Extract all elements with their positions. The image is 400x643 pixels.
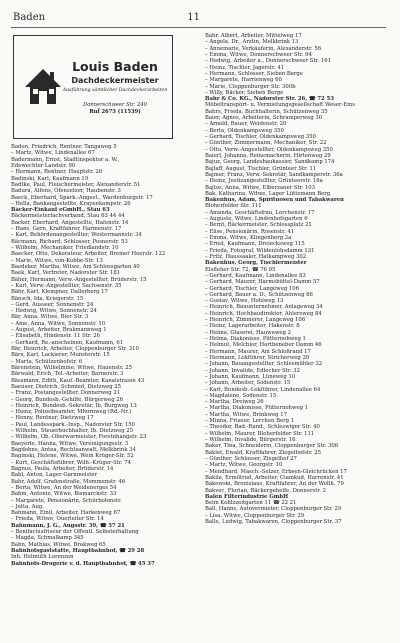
directory-entry: Bärenstein, Wilhelmine, Witwe, Hauenstr. 25	[11, 364, 133, 371]
directory-entry: Bajuz, Georg, Landesbaukassier, Sandkamp 174	[205, 159, 335, 166]
directory-entry: – Fritz, Haussaaler, Hatkampweg 302	[205, 253, 307, 260]
directory-entry: – Magdalene, Sodenstr. 15	[205, 392, 277, 399]
directory-entry: Bajtos, Anna, Witwe, Elberzaner Str. 103	[205, 184, 315, 191]
directory-entry: – Berta, Oldenkampsweg 350	[205, 127, 284, 134]
directory-entry: Bajlaff, August, Tischler, Grünteer Str. 11	[205, 165, 317, 172]
directory-entry: – Helma, Glaserei, Hauweweg 2	[205, 329, 291, 336]
directory-entry: Bakowski, Bronislaus, Kraftfahrer, An der Wollh. 79	[205, 481, 344, 488]
directory-entry: Bahrs, Frieda, Buchhalterin, Schützenweg 35	[205, 108, 328, 115]
directory-entry: Bär, Anna, Witwe, Bier Str. 3	[11, 314, 89, 321]
directory-entry: – Arnold, Bauer, Weidenstr. 20	[205, 121, 287, 128]
directory-entry: Baek, Karl, Vertreter, Nadorster Str. 181	[11, 270, 121, 277]
directory-entry: – Frieda, Fotograf, Wildenlohsdamm 131	[205, 247, 315, 254]
directory-entry: – Martz, Witwe, Lindenallee 67	[11, 150, 95, 157]
directory-entry: Bahr, Albert, Arbeiter, Mittelweg 17	[205, 33, 302, 39]
directory-entry: Badermann, Ernst, Stadtinspektor a. W.,	[11, 156, 120, 163]
directory-entry: – Margarete, Pensionärin, Schürbohmstr.	[11, 497, 122, 504]
directory-entry: – Gerhard, Re.-anscheinen, Kaufmann, 61	[11, 339, 124, 346]
directory-entry: Bloherfelder Str. 111	[205, 203, 262, 210]
directory-entry: Bahr & Co. KG., Nadorster Str. 26, ☎ 72 53	[205, 96, 334, 103]
directory-entry: Bahnhofsgaststätte, Hauptbahnhof, ☎ 29 28	[11, 548, 145, 554]
directory-entry: Bahr, Adolf, Grafenstraße, Mommenstr. 46	[11, 478, 126, 485]
directory-entry: Bärwald, Erich, Tel.-Arbeiter, Barnerstr. 3	[11, 371, 124, 378]
directory-entry: Bäher, Hermann, Verw.-Angestellter, Brüderstr. 15	[11, 276, 147, 283]
directory-entry: – Heinz, Lagerarbeiter, Hakenstr. 8	[205, 323, 300, 330]
directory-entry: – Mendhard, Masch.-Setzer, Erbsen-Gleichrücken 17	[205, 468, 347, 475]
directory-entry: Badura, Alfons, Ofensetzer, Haubenstr. 3	[11, 188, 121, 195]
directory-entry: – Hermann, Rentner, Hauptstr. 26	[11, 169, 103, 176]
directory-entry: Baierl, Johanna, Reinemacherin, Hirtenweg 29	[205, 152, 331, 159]
directory-entry: Baden, Friedrich, Rentner, Tangaweg 5	[11, 144, 117, 150]
directory-entry: – Frieda, Witwe, Ouerleiter Str. 14	[11, 516, 104, 523]
directory-entry: – Heinz, Tischler, Jagerstr. 41	[205, 64, 285, 71]
directory-entry: Bahn, Mathias, Witwe, Brakweg 65	[11, 541, 106, 548]
directory-entry: Backer, Eberhard, Angestellte, Hafenstr. 14	[11, 219, 129, 226]
directory-entry: – Gerhard, Kaufmann, Lindenallee 83	[205, 272, 306, 279]
directory-entry: Inh. Helmuth Lorenzen	[11, 554, 74, 561]
directory-entry: Baeyerle, Hanna, Witwe, Vereinigungsstr. 3	[11, 440, 129, 447]
directory-entry: Balle, Ludwig, Tabakwaren, Cloppenburger Str. 37	[205, 519, 342, 526]
directory-entry: Bahl, Anton, Lager-Garnmeister	[11, 472, 98, 479]
directory-entry: – Hedwig, Arbeiter a., Donnerschweer Str. 161	[205, 58, 331, 65]
directory-entry: Baedeker, Martha, Witwe, Am Schlossgarten 40	[11, 263, 140, 270]
directory-entry: – Günther, Schlosser, Ziegelhof 27	[205, 455, 297, 462]
directory-entry: – Marie, Cloppenburger Str. 300b	[205, 83, 296, 90]
directory-entry: – Heinz, Polizeibeamter, Mhornweg (Rd.-Nr.)	[11, 409, 132, 416]
directory-entry: – Johann, Bauangestellter, Schlesmühler 32	[205, 361, 323, 368]
directory-entry: Bäcmann, Richard, Schlosser, Posnerstr. 53	[11, 238, 128, 245]
directory-entry: – Emma, Witwe, Klingenberg 2a	[205, 235, 292, 241]
directory-entry: – Hermann, Schlosser, Sieben Berge	[205, 70, 303, 77]
directory-entry: Baeuser, Dietrich, Schmied, Dietzweg 25	[11, 383, 122, 390]
directory-entry: Balen Filterindustrie GmbH	[205, 493, 289, 500]
directory-entry: – Willy, Bäcker, Sieben Berge	[205, 89, 284, 96]
directory-entry: – Amanda, Geschäftsfrau, Lerchenstr. 17	[205, 209, 315, 216]
directory-entry: Badinski, Karl, Kaufmann 19	[11, 175, 89, 182]
directory-entry: Bakenhus, Adam, Spirituosen und Tabakwaren	[205, 197, 344, 204]
directory-entry: – Bernt, Bäckermeister, Schlossplatz 21	[205, 222, 312, 229]
directory-entry: – Gerd, Ausseer, Sonnenstr. 24	[11, 301, 94, 308]
directory-entry: – Wilhelm, Mechaniker, Friedlandstr. 10	[11, 245, 119, 251]
directory-entry: Elsfleher Str. 72, ☎ 76 95	[205, 266, 276, 273]
directory-entry: Baecker, Otto, Dekorateur, Arbeiter, Bremer Heerstr. 122	[11, 251, 166, 258]
ad-services: Ausführung sämtlicher Dachdeckerarbeiten	[62, 87, 168, 93]
directory-entry: – Martha, Witwe, Brinkweg 17	[205, 411, 287, 418]
directory-entry: – Gustav, Witwe, Hohlweg 13	[205, 298, 284, 305]
directory-entry: – Karl, Behördenangestellter, Westermannstr. 34	[11, 232, 142, 239]
directory-entry: – Berta, Witwe, An der Weidenerges 54	[11, 484, 117, 491]
directory-entry: – Minna, Friseur, Lerchen Berg 1	[205, 418, 295, 425]
directory-entry: – Kurt, Geschäftsführer, Wilh.-Krüger-Str. 74	[11, 459, 131, 466]
directory-entry: Baeck, Eberhard, Spark.-Angest., Wardenburgstr. 17	[11, 194, 153, 201]
directory-entry: – Gerhard, Maurer, Harmsbüttel-Damm 57	[205, 279, 320, 286]
right-entries	[205, 33, 393, 525]
directory-entry: – Bonifaciusfriseur der Offentl. Selbsterhaltung	[11, 529, 139, 536]
directory-entry: – Helma, Diakonisse, Pütternohweg 1	[205, 336, 306, 342]
directory-entry: Bakila, Ermiltrud, Arbeiter, Ciamkud, Harrenstr. 41	[205, 474, 344, 481]
directory-entry: – Jutta, Aug.	[11, 503, 44, 510]
directory-entry: – Henny, Rentner, Dietzweg 17	[11, 415, 94, 422]
directory-entry: Bähr, Karl, Klempner, Dallerberg 17	[11, 289, 108, 296]
directory-entry: – Franz, Postangestellter, Donnerweg 21	[11, 390, 121, 397]
page-number: 11	[187, 11, 200, 23]
directory-entry: – Johann, Arbeiter, Sodenstr. 15	[205, 380, 291, 387]
directory-entry: – Helmut, Melchior, Hartbeneber Damm 46	[205, 342, 322, 349]
directory-entry: Möbeltransport- u. Vermietungsgesellschaft Weser-Ems	[205, 102, 355, 109]
directory-entry: – Gerhard, Bauer a. D., Schützenweg 86	[205, 291, 313, 298]
directory-entry: Ball, Hanns, Autovermieter, Cloppenburger Str. 29	[205, 506, 342, 513]
directory-entry: – Ernst, Kaufmann, Dreiecksweg 115	[205, 241, 305, 248]
directory-entry: Bäckermeisterfachverband, Stau 63 44 44	[11, 213, 125, 220]
directory-entry: Edewechter Landstr. 90	[11, 162, 76, 169]
directory-entry: – Wilhelm, Invalide, Bürgerstr. 16	[205, 437, 296, 443]
directory-entry: – Wilhelm, Steuerbuchhalter, Ib. Dietzweg 25	[11, 428, 134, 435]
directory-entry: Badtke, Paul, Fleischermeister, Alexanderstr. 51	[11, 181, 141, 188]
directory-entry: Bänsch, Ida, Kriegerstr. 15	[11, 295, 84, 302]
directory-entry: Bakvec, Florian, Bäckergehelfe, Donnerstr. 2	[205, 487, 327, 494]
directory-entry: – Marta, Schützenhofstr. 6	[11, 358, 83, 365]
directory-entry: Bässmann, Edith, Kauf.-Beamter, Kanalstrasse 43	[11, 377, 145, 384]
directory-entry: – Johann, Kaufmann, Lüneweg 10	[205, 373, 296, 380]
directory-entry: – Wilhelm, Maurer, Bloherfelder Str. 111	[205, 430, 315, 437]
ad-address: Donnerschweer Str. 240	[83, 101, 147, 108]
directory-entry: – Margarete, Harrienweg 60	[205, 77, 282, 84]
directory-entry: – Heinrich, Zimmerer, Langeweg 106	[205, 317, 306, 324]
directory-entry: – Hella, Bankangestellte, Krayenkampstr. 26	[11, 200, 131, 207]
left-column	[11, 33, 199, 637]
directory-entry: – August, Arbeiter, Brakmannweg 1	[11, 327, 107, 334]
directory-entry: Bahnmann, J. G., Augsstr. 39, ☎ 57 21	[11, 522, 125, 529]
directory-entry: – Karl, Bundesb.-Lokführer, Lindenallee 64	[205, 386, 321, 393]
directory-entry: – Gerhard, Tischler, Oldenkampsweg 350	[205, 134, 316, 140]
directory-entry: Bahnhofs-Drogerie v. d. Hauptbahnhof, ☎ 45 37	[11, 560, 155, 567]
directory-entry: – Martha, Diakonisse, Pütternohweg 1	[205, 405, 309, 412]
running-head: Baden	[13, 11, 46, 23]
directory-entry: Beim Kohlzzeitgarten 11 ☎ 22 21	[205, 500, 297, 507]
directory-entry: Bahm, Antonie, Witwe, Bismarckstr. 33	[11, 491, 117, 498]
directory-entry: – Gerhard, Tischler, Langeweg 106	[205, 285, 300, 292]
directory-entry: Baklet, Ewald, Kraftfahrer, Ziegelhofstr. 25	[205, 449, 322, 456]
directory-entry: Bärs, Karl, Lackierer, Munsterstr. 15	[11, 352, 110, 359]
directory-entry: – Angela, Dr., Ärztin, Melkbrink 13	[205, 39, 299, 46]
directory-entry: Bakenhus, Georg, Tischlermeister	[205, 260, 307, 267]
directory-entry: – Günther, Zimmermann, Mechaniker, Str. 22	[205, 140, 327, 147]
directory-entry: – Georg, Bundesb.-Gehilfe, Bürgerweg 26	[11, 396, 124, 403]
directory-entry: – Emma, Witwe, Donnerschweer Str. 94	[205, 51, 312, 58]
directory-entry: – Martz, Witwe, Georgstr. 10	[205, 462, 283, 469]
directory-entry: Baginski, Helene, Witwe, Wein Krüger-Str. 52	[11, 453, 134, 460]
directory-entry: – Magda, Schmalkamp 345	[11, 535, 84, 542]
directory-entry: – Karl, Verw.-Angestellter, Sachsenstr. 35	[11, 282, 122, 289]
directory-entry: Bajmer, Franz, Verw.-Sekretär, Sandkamperstr. 36a	[205, 171, 343, 178]
directory-entry: – Heinrich, Hochbaudirektor, Ahlersweg 84	[205, 310, 322, 317]
directory-entry: – Hedwig, Witwe, Sonnenstr. 24	[11, 308, 97, 315]
directory-entry: Baier, Agnes, Arbeiterin, Schramperweg 30	[205, 115, 323, 122]
directory-entry: – Heinz, Justizangestellter, Grünteerstr. 16a	[205, 178, 323, 185]
directory-entry: – Martha, Dreiweg 26	[205, 399, 264, 406]
directory-entry: – Hans, Gern, Kraftfahrer, Harmenstr. 17	[11, 226, 122, 233]
directory-entry: – Auguste, Witwe, Lindenhofsgarten 6	[205, 216, 308, 223]
directory-entry: Bagdohns, Antea, Rechtsanwalt, Melkbrink 34	[11, 447, 136, 453]
left-entries	[11, 144, 199, 567]
business-advertisement	[13, 35, 173, 139]
directory-entry: – Heinrich, Bauunternehmer, Anlageweg 34	[205, 304, 323, 311]
directory-entry: – Lisa, Witwe, Cloppenburger Str. 29	[205, 512, 305, 519]
directory-entry: – Otto, Verw.-Angestellter, Oldenkampsweg 350	[205, 146, 333, 153]
directory-entry: – Heinrich, Bundesb.-Sekretär, Ib. Burgweg 13	[11, 402, 137, 409]
directory-entry: – Elisabeth, Hindenstr. 11 Str. 26	[11, 333, 100, 340]
directory-entry: Bär, Heinrich, Arbeiter, Cloppenburger Str. 310	[11, 346, 139, 352]
ad-company-name: Louis Baden	[72, 58, 158, 74]
directory-entry: Bak, Katharina, Witwe, Lager Lüttemann Berg	[205, 190, 331, 197]
page-header	[11, 7, 386, 28]
directory-entry: – Paul, Landesspark.-Insp., Nadorster Str. 150	[11, 421, 136, 428]
directory-entry: Baker, Tina, Schneiderin, Cloppenburger Str. 306	[205, 443, 339, 450]
directory-entry: Bagnus, Paula, Arbeiter, Brüderstr. 14	[11, 465, 114, 472]
directory-entry: – Elise, Pensionärin, Rosenstr. 41	[205, 228, 295, 235]
right-column	[205, 33, 393, 637]
directory-entry: – Ame, Anna, Witwe, Sonnenstr. 10	[11, 320, 106, 327]
directory-entry: Bahmann, Emil, Arbeiter, Harkenweg 67	[11, 510, 121, 517]
directory-entry: – Annemarie, Verkäuferin, Alexanderstr. 56	[205, 45, 322, 52]
directory-entry: – Theodor, Bad.-Rand., Schleswiger Str. 40	[205, 424, 320, 431]
directory-entry: – Wilhelm, Ob.-Oberwarmeister, Forstnhangstr. 23	[11, 434, 147, 441]
directory-entry: – Johann, Invalide, Edlecher Str. 32	[205, 367, 300, 374]
directory-entry: – Hermann, Maurer, Am Schloßrand 17	[205, 348, 311, 355]
directory-entry: – Hermann, Lokführer, Stricherweg 20	[205, 354, 310, 361]
directory-entry: – Marie, Witwe, von-Kobbe-Str. 13	[11, 257, 103, 264]
ad-trade: Dachdeckermeister	[71, 75, 159, 85]
ad-phone: Ruf 2673 (11539)	[89, 108, 141, 115]
directory-entry: Bäcker-Einkauf eGmbH., Stau 63	[11, 207, 110, 214]
